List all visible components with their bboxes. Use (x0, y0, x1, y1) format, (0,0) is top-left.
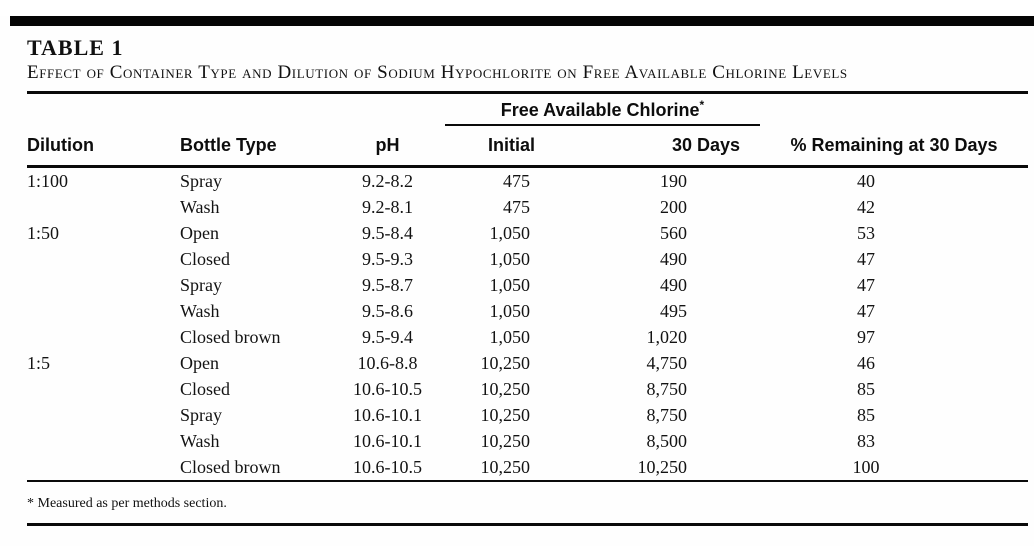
cell-30-days: 1,020 (646, 326, 687, 347)
table-number-title: TABLE 1 (27, 35, 124, 60)
cell-ph: 9.5-9.3 (362, 248, 413, 269)
top-rule (10, 16, 1034, 26)
cell-ph: 9.5-8.6 (362, 300, 413, 321)
table-row (27, 454, 1028, 481)
cell-ph: 10.6-10.5 (330, 454, 445, 481)
cell-30-days: 200 (660, 196, 687, 217)
cell-initial: 1,050 (489, 326, 530, 347)
table-footnote: * Measured as per methods section. (27, 496, 227, 511)
cell-percent-remaining: 47 (857, 300, 875, 321)
cell-ph: 9.2-8.1 (362, 196, 413, 217)
cell-30-days: 560 (660, 222, 687, 243)
cell-dilution (27, 324, 180, 350)
table-row (27, 376, 1028, 402)
group-header-spacer-left (27, 93, 445, 126)
cell-bottle-type: Open (180, 222, 219, 243)
col-header-30-days: 30 Days (540, 125, 760, 167)
cell-percent-remaining: 47 (857, 248, 875, 269)
col-header-bottle-type: Bottle Type (180, 125, 330, 167)
cell-bottle-type: Open (180, 352, 219, 373)
table-row (27, 350, 1028, 376)
cell-30-days: 8,750 (646, 404, 687, 425)
cell-dilution (27, 272, 180, 298)
cell-ph: 9.5-8.7 (362, 274, 413, 295)
cell-30-days: 490 (660, 248, 687, 269)
table-row (27, 167, 1028, 195)
cell-percent-remaining: 42 (857, 196, 875, 217)
cell-initial: 475 (503, 196, 530, 217)
cell-bottle-type: Spray (180, 170, 222, 191)
cell-30-days: 495 (660, 300, 687, 321)
group-header-free-available-chlorine (445, 93, 760, 126)
cell-percent-remaining: 85 (857, 378, 875, 399)
cell-ph: 9.5-9.4 (362, 326, 413, 347)
cell-percent-remaining: 53 (857, 222, 875, 243)
cell-bottle-type: Spray (180, 274, 222, 295)
col-header-dilution: Dilution (27, 125, 180, 167)
table-row (27, 246, 1028, 272)
cell-percent-remaining: 97 (857, 326, 875, 347)
group-header-row (27, 93, 1028, 126)
cell-percent-remaining: 85 (857, 404, 875, 425)
table-row (27, 402, 1028, 428)
table-row (27, 428, 1028, 454)
cell-dilution (27, 246, 180, 272)
cell-initial: 1,050 (489, 248, 530, 269)
cell-initial: 475 (503, 170, 530, 191)
cell-percent-remaining: 100 (760, 454, 1028, 481)
cell-dilution: 1:50 (27, 222, 60, 243)
group-header-spacer-right (760, 93, 1028, 126)
cell-initial: 1,050 (489, 300, 530, 321)
cell-bottle-type: Closed brown (180, 454, 330, 481)
cell-initial: 1,050 (489, 274, 530, 295)
table-row (27, 324, 1028, 350)
table-caption: Effect of Container Type and Dilution of Sodium Hypochlorite on Free Available Chlorine Levels (27, 62, 848, 83)
cell-30-days: 8,500 (646, 430, 687, 451)
scanned-paper-table-page (0, 16, 1034, 546)
table-row (27, 220, 1028, 246)
table-row (27, 194, 1028, 220)
cell-bottle-type: Wash (180, 430, 220, 451)
footnote-marker-superscript: * (699, 97, 705, 112)
cell-dilution: 1:5 (27, 352, 51, 373)
cell-dilution (27, 402, 180, 428)
cell-bottle-type: Spray (180, 404, 222, 425)
cell-bottle-type: Closed brown (180, 326, 281, 347)
cell-percent-remaining: 83 (857, 430, 875, 451)
column-header-row (27, 125, 1028, 167)
cell-ph: 10.6-10.1 (353, 430, 422, 451)
col-header-ph: pH (330, 125, 445, 167)
cell-bottle-type: Closed (180, 378, 231, 399)
cell-bottle-type: Closed (180, 248, 231, 269)
cell-initial: 10,250 (480, 404, 530, 425)
cell-dilution (27, 428, 180, 454)
cell-ph: 10.6-10.5 (353, 378, 422, 399)
cell-dilution (27, 298, 180, 324)
cell-percent-remaining: 40 (857, 170, 875, 191)
cell-30-days: 490 (660, 274, 687, 295)
cell-initial: 10,250 (445, 454, 540, 481)
col-header-percent-remaining: % Remaining at 30 Days (760, 125, 1028, 167)
cell-ph: 10.6-8.8 (357, 352, 418, 373)
cell-30-days: 8,750 (646, 378, 687, 399)
cell-ph: 9.2-8.2 (362, 170, 413, 191)
cell-initial: 10,250 (480, 378, 530, 399)
cell-dilution (27, 454, 180, 481)
cell-initial: 10,250 (480, 352, 530, 373)
cell-percent-remaining: 47 (857, 274, 875, 295)
table-row (27, 298, 1028, 324)
cell-ph: 10.6-10.1 (353, 404, 422, 425)
results-table (27, 91, 1028, 482)
cell-initial: 1,050 (489, 222, 530, 243)
cell-percent-remaining: 46 (857, 352, 875, 373)
table-row (27, 272, 1028, 298)
cell-30-days: 4,750 (646, 352, 687, 373)
cell-initial: 10,250 (480, 430, 530, 451)
cell-30-days: 10,250 (540, 454, 760, 481)
cell-dilution: 1:100 (27, 170, 69, 191)
cell-30-days: 190 (660, 170, 687, 191)
cell-dilution (27, 194, 180, 220)
col-header-initial: Initial (445, 125, 540, 167)
group-header-label: Free Available Chlorine (500, 99, 700, 120)
cell-bottle-type: Wash (180, 300, 220, 321)
cell-ph: 9.5-8.4 (362, 222, 413, 243)
cell-bottle-type: Wash (180, 196, 220, 217)
bottom-rule (27, 523, 1028, 526)
cell-dilution (27, 376, 180, 402)
